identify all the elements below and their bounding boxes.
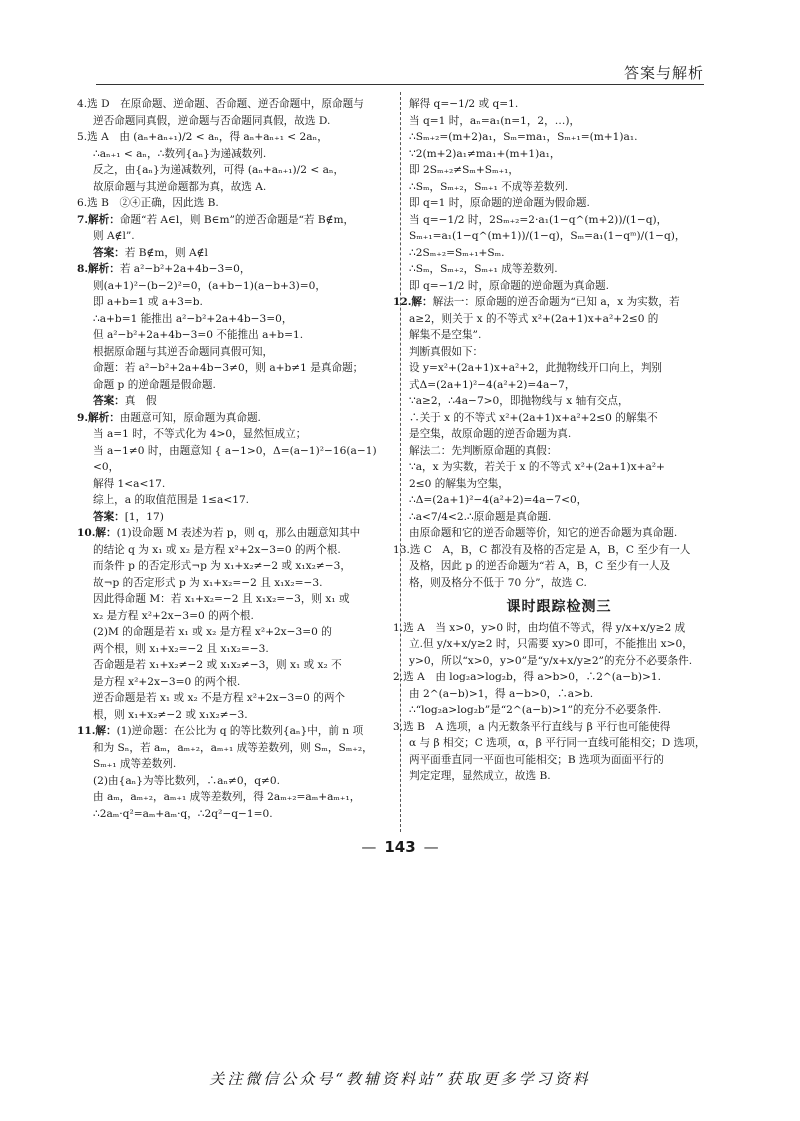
text-line: ∵a，x 为实数，若关于 x 的不等式 x²+(2a+1)x+a²+ [409, 461, 665, 473]
text-line: 1.选 A 当 x>0，y>0 时，由均值不等式，得 y/x+x/y≥2 成 [393, 621, 686, 634]
text-line: 及格，因此 p 的逆否命题为“若 A，B，C 至少有一人及 [409, 560, 671, 572]
footer-note: 关注微信公众号“教辅资料站”获取更多学习资料 [209, 1070, 591, 1088]
text-line: 2.选 A 由 log₂a>log₂b，得 a>b>0，∴2^(a−b)>1. [393, 671, 662, 683]
text-line: 即 q=−1/2 时，原命题的逆命题为真命题. [409, 279, 609, 292]
answer-label: 12.解： [393, 296, 433, 308]
text-line: α 与 β 相交；C 选项，α，β 平行同一直线可能相交；D 选项， [409, 737, 706, 749]
text-line: 否命题是若 x₁+x₂≠−2 或 x₁x₂≠−3，则 x₁ 或 x₂ 不 [93, 659, 342, 671]
text-line: 5.选 A 由 (aₙ+aₙ₊₁)/2 < aₙ，得 aₙ+aₙ₊₁ < 2aₙ， [77, 131, 328, 143]
text-line: 解法二：先判断原命题的真假： [409, 444, 558, 457]
text-line: ∴Sₘ，Sₘ₊₂，Sₘ₊₁ 不成等差数列. [409, 180, 569, 193]
text-line: 而条件 p 的否定形式¬p 为 x₁+x₂≠−2 或 x₁x₂≠−3， [93, 560, 351, 572]
text-line: 11.解：(1)逆命题：在公比为 q 的等比数列{aₙ}中，前 n 项 [77, 725, 364, 737]
text-line: 是空集，故原命题的逆否命题为真. [409, 428, 572, 440]
text-line: 反之，由{aₙ}为递减数列，可得 (aₙ+aₙ₊₁)/2 < aₙ， [93, 164, 345, 176]
text-line: 2≤0 的解集为空集， [409, 477, 509, 490]
left-column [77, 96, 395, 822]
answer-label: 答案： [93, 510, 125, 523]
text-line: Sₘ₊₁=a₁(1−q^(m+1))/(1−q)，Sₘ=a₁(1−qᵐ)/(1−q)， [409, 230, 686, 242]
section-title: 课时跟踪检测三 [506, 599, 612, 615]
text-line: ∴a<7/4<2.∴原命题是真命题. [409, 510, 552, 523]
text-line: 逆否命题同真假，逆命题与否命题同真假，故选 D. [93, 114, 331, 127]
text-line: 故¬p 的否定形式 p 为 x₁+x₂=−2 且 x₁x₂=−3. [93, 576, 323, 589]
text-line: 判定定理，显然成立，故选 B. [409, 770, 551, 782]
text-line: ∴Sₘ₊₂=(m+2)a₁，Sₘ=ma₁，Sₘ₊₁=(m+1)a₁. [409, 131, 638, 143]
text-line: ∴2aₘ·q²=aₘ+aₘ·q，∴2q²−q−1=0. [93, 807, 273, 820]
text-line: a≥2，则关于 x 的不等式 x²+(2a+1)x+a²+2≤0 的 [409, 312, 659, 325]
text-line: 当 a=1 时，不等式化为 4>0，显然恒成立； [93, 428, 307, 440]
text-line: 3.选 B A 选项，a 内无数条平行直线与 β 平行也可能使得 [393, 720, 671, 733]
text-line: 即 a+b=1 或 a+3=b. [93, 296, 203, 308]
text-line: 两平面垂直同一平面也可能相交；B 选项为面面平行的 [409, 753, 664, 766]
text-line: 9.解析：由题意可知，原命题为真命题. [77, 411, 261, 424]
text-line: 答案：若 B∉m，则 A∉l [93, 246, 208, 259]
text-line: 解得 1<a<17. [93, 477, 166, 490]
text-line: 即 2Sₘ₊₂≠Sₘ+Sₘ₊₁， [409, 164, 519, 176]
text-line: ∵2(m+2)a₁≠ma₁+(m+1)a₁， [409, 147, 561, 160]
text-line: 的结论 q 为 x₁ 或 x₂ 是方程 x²+2x−3=0 的两个根. [93, 543, 341, 556]
text-line: 8.解析：若 a²−b²+2a+4b−3=0， [77, 263, 251, 275]
text-line: 解得 q=−1/2 或 q=1. [409, 98, 519, 110]
text-line: x₂ 是方程 x²+2x−3=0 的两个根. [93, 609, 254, 622]
text-line: 两个根，则 x₁+x₂=−2 且 x₁x₂=−3. [93, 642, 269, 655]
text-line: 立.但 y/x+x/y≥2 时，只需要 xy>0 即可，不能推出 x>0， [409, 638, 693, 650]
text-line: 10.解：(1)设命题 M 表述为若 p，则 q，那么由题意知其中 [77, 527, 361, 539]
page-number-value: 143 [384, 838, 416, 856]
text-line: 答案：[1，17) [93, 510, 164, 523]
text-line: 是方程 x²+2x−3=0 的两个根. [93, 675, 241, 688]
page-header-title: 答案与解析 [623, 64, 704, 82]
text-line: 由 aₘ，aₘ₊₂，aₘ₊₁ 成等差数列，得 2aₘ₊₂=aₘ+aₘ₊₁， [93, 791, 361, 803]
text-line: 设 y=x²+(2a+1)x+a²+2，此抛物线开口向上，判别 [409, 362, 663, 374]
text-line: 12.解：解法一：原命题的逆否命题为“已知 a，x 为实数，若 [393, 296, 680, 308]
text-line: 即 q=1 时，原命题的逆命题为假命题. [409, 197, 590, 209]
text-line: 综上，a 的取值范围是 1≤a<17. [93, 494, 250, 506]
text-line: 解集不是空集”. [409, 329, 482, 341]
text-line: 格，则及格分不低于 70 分”，故选 C. [409, 576, 587, 589]
text-line: ∴a+b=1 能推出 a²−b²+2a+4b−3=0， [93, 312, 293, 325]
text-line: 13.选 C A，B，C 都没有及格的否定是 A，B，C 至少有一人 [393, 543, 691, 556]
text-line: 命题：若 a²−b²+2a+4b−3≠0，则 a+b≠1 是真命题； [93, 362, 364, 374]
text-line: ∴Δ=(2a+1)²−4(a²+2)=4a−7<0， [409, 494, 588, 506]
text-line: 但 a²−b²+2a+4b−3=0 不能推出 a+b=1. [93, 329, 304, 341]
right-column [393, 96, 709, 785]
header-rule [96, 84, 704, 85]
text-line: 由 2^(a−b)>1，得 a−b>0，∴a>b. [409, 687, 594, 700]
answer-label: 答案： [93, 246, 125, 259]
text-line: ∴2Sₘ₊₂=Sₘ₊₁+Sₘ. [409, 246, 505, 259]
text-line: ∴关于 x 的不等式 x²+(2a+1)x+a²+2≤0 的解集不 [409, 411, 658, 424]
text-line: 7.解析：命题“若 A∈l，则 B∈m”的逆否命题是“若 B∉m， [77, 213, 355, 226]
text-line: 式Δ=(2a+1)²−4(a²+2)=4a−7， [409, 378, 576, 391]
right-answers [393, 96, 709, 591]
text-line: ∴“log₂a>log₂b”是“2^(a−b)>1”的充分不必要条件. [409, 704, 662, 716]
text-line: ∴aₙ₊₁ < aₙ，∴数列{aₙ}为递减数列. [93, 147, 267, 160]
text-line: 当 q=1 时，aₙ=a₁(n=1，2，…)， [409, 114, 581, 127]
text-line: 则(a+1)²−(b−2)²=0，(a+b−1)(a−b+3)=0， [93, 279, 326, 292]
section-answers [393, 620, 709, 785]
text-line: 根，则 x₁+x₂≠−2 或 x₁x₂≠−3. [93, 708, 248, 721]
text-line: 因此得命题 M：若 x₁+x₂=−2 且 x₁x₂=−3，则 x₁ 或 [93, 593, 350, 605]
text-line: 当 q=−1/2 时，2Sₘ₊₂=2·a₁(1−q^(m+2))/(1−q)， [409, 213, 668, 226]
text-line: (2)M 的命题是若 x₁ 或 x₂ 是方程 x²+2x−3=0 的 [93, 626, 332, 638]
answer-label: 8.解析： [77, 263, 120, 275]
text-line: ∵a≥2，∴4a−7>0，即抛物线与 x 轴有交点， [409, 395, 629, 407]
text-line: 判断真假如下： [409, 345, 484, 358]
text-line: 根据原命题与其逆否命题同真假可知， [93, 345, 274, 358]
text-line: 则 A∉l”. [93, 230, 135, 242]
text-line: 和为 Sₙ，若 aₘ，aₘ₊₂，aₘ₊₁ 成等差数列，则 Sₘ，Sₘ₊₂， [93, 741, 373, 754]
answer-label: 7.解析： [77, 213, 120, 226]
text-line: 答案：真 假 [93, 395, 157, 407]
answer-label: 10.解： [77, 527, 117, 539]
text-line: ∴Sₘ，Sₘ₊₂，Sₘ₊₁ 成等差数列. [409, 263, 558, 275]
text-line: 4.选 D 在原命题、逆命题、否命题、逆否命题中，原命题与 [77, 98, 364, 110]
text-line: Sₘ₊₁ 成等差数列. [93, 758, 177, 770]
answer-label: 9.解析： [77, 411, 120, 424]
text-line: 当 a−1≠0 时，由题意知 { a−1>0，Δ=(a−1)²−16(a−1)<0， [93, 444, 377, 473]
answer-label: 答案： [93, 395, 125, 407]
text-line: (2)由{aₙ}为等比数列，∴aₙ≠0，q≠0. [93, 774, 281, 787]
text-line: 由原命题和它的逆否命题等价，知它的逆否命题为真命题. [409, 527, 678, 539]
text-line: 6.选 B ②④正确，因此选 B. [77, 197, 219, 209]
text-line: y>0，所以“x>0，y>0”是“y/x+x/y≥2”的充分不必要条件. [409, 654, 693, 667]
text-line: 命题 p 的逆命题是假命题. [93, 378, 216, 391]
text-line: 故原命题与其逆命题都为真，故选 A. [93, 180, 267, 193]
answer-label: 11.解： [77, 725, 117, 737]
text-line: 逆否命题是若 x₁ 或 x₂ 不是方程 x²+2x−3=0 的两个 [93, 692, 346, 704]
page-number: — 143 — [361, 838, 439, 856]
